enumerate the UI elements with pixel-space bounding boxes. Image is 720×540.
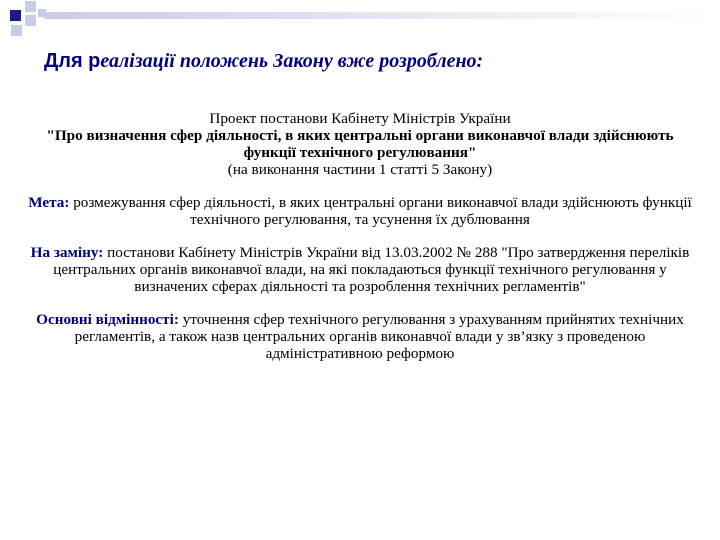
header-decoration: [0, 0, 720, 40]
replace-text: постанови Кабінету Міністрів України від 13.03.2002 № 288 "Про затвердження переліків центральних органів виконавчої влади, на які покладаються функції технічного регулювання у визначених сферах діяльності та розроблення технічних регламентів": [53, 244, 690, 295]
differences-label: Основні відмінності:: [36, 311, 179, 328]
slide-title: [44, 50, 684, 73]
goal-block: [22, 194, 698, 228]
replace-label: На заміну:: [30, 244, 104, 261]
differences-block: [22, 311, 698, 362]
project-line1: Проект постанови Кабінету Міністрів України: [209, 110, 511, 127]
goal-label: Мета:: [28, 194, 70, 211]
project-block: [22, 110, 698, 178]
slide-content: [22, 110, 698, 378]
goal-text: розмежування сфер діяльності, в яких центральні органи виконавчої влади здійснюють функції технічного регулювання, та усунення їх дублювання: [69, 194, 692, 228]
slide-title-lead: Для р: [44, 50, 101, 72]
replace-block: [22, 244, 698, 295]
project-title: "Про визначення сфер діяльності, в яких центральні органи виконавчої влади здійснюють функції технічного регулювання": [46, 127, 674, 161]
slide-title-rest: еалізації положень Закону вже розроблено:: [100, 50, 484, 72]
differences-text: уточнення сфер технічного регулювання з урахуванням прийнятих технічних регламентів, а також назв центральних органів виконавчої влади у зв’язку з проведеною адміністративною реформою: [74, 311, 684, 362]
project-note: (на виконання частини 1 статті 5 Закону): [227, 161, 493, 178]
